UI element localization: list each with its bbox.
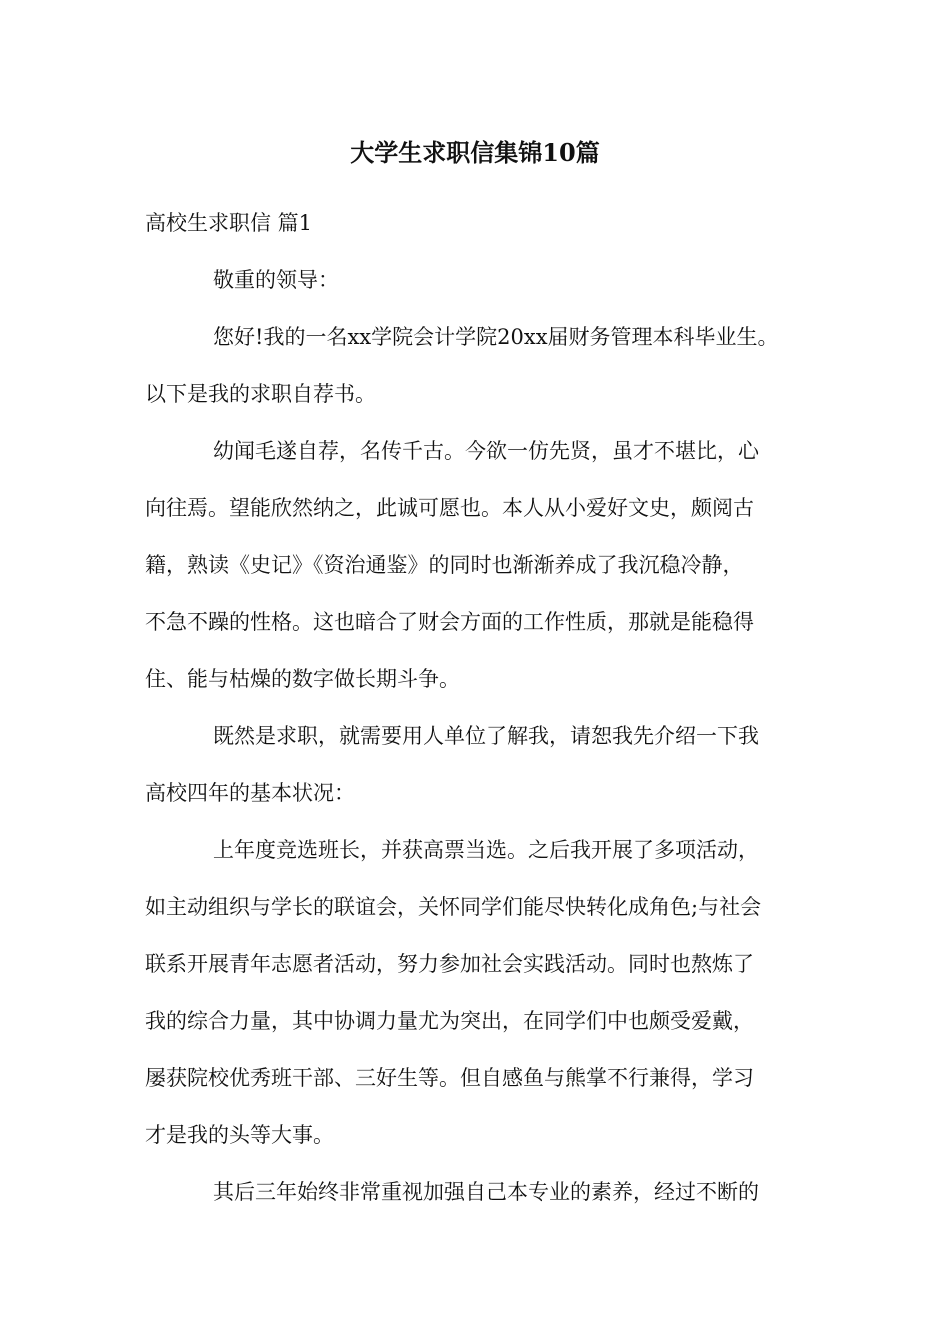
paragraph-line: 住、能与枯燥的数字做长期斗争。 [145, 667, 460, 691]
paragraph-line: 屡获院校优秀班干部、三好生等。但自感鱼与熊掌不行兼得，学习 [145, 1066, 754, 1090]
paragraph-line: 我的综合力量，其中协调力量尤为突出，在同学们中也颇受爱戴， [145, 1009, 754, 1033]
paragraph-line: 幼闻毛遂自荐，名传千古。今欲一仿先贤，虽才不堪比，心 [213, 439, 759, 463]
paragraph-line: 其后三年始终非常重视加强自己本专业的素养，经过不断的 [213, 1180, 759, 1204]
section-heading: 高校生求职信 篇1 [145, 211, 313, 235]
paragraph-line: 上年度竞选班长，并获高票当选。之后我开展了多项活动， [213, 838, 759, 862]
paragraph-line: 不急不躁的性格。这也暗合了财会方面的工作性质，那就是能稳得 [145, 610, 754, 634]
paragraph-line: 才是我的头等大事。 [145, 1123, 334, 1147]
paragraph-line: 既然是求职，就需要用人单位了解我，请恕我先介绍一下我 [213, 724, 759, 748]
salutation: 敬重的领导： [213, 268, 339, 292]
paragraph-line: 向往焉。望能欣然纳之，此诚可愿也。本人从小爱好文史，颇阅古 [145, 496, 754, 520]
document-title: 大学生求职信集锦10篇 [350, 138, 600, 167]
paragraph-line: 联系开展青年志愿者活动，努力参加社会实践活动。同时也熬炼了 [145, 952, 754, 976]
paragraph-line: 您好!我的一名xx学院会计学院20xx届财务管理本科毕业生。 [213, 325, 779, 349]
paragraph-line: 如主动组织与学长的联谊会，关怀同学们能尽快转化成角色;与社会 [145, 895, 762, 919]
paragraph-line: 高校四年的基本状况： [145, 781, 355, 805]
paragraph-line: 以下是我的求职自荐书。 [145, 382, 376, 406]
paragraph-line: 籍，熟读《史记》《资治通鉴》的同时也渐渐养成了我沉稳冷静， [145, 553, 744, 577]
